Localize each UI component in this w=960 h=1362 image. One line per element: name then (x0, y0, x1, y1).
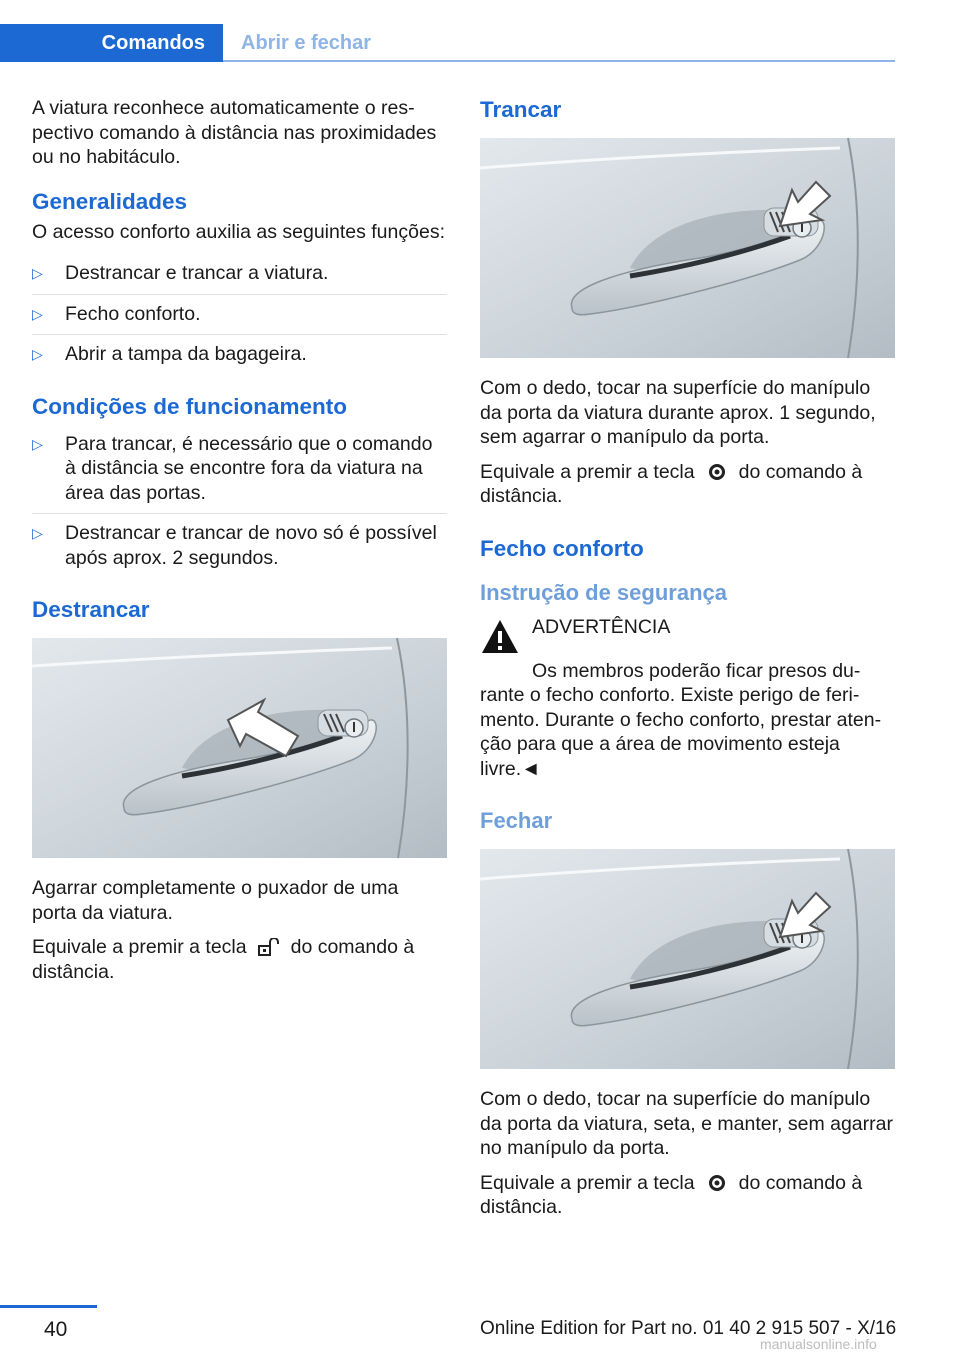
fechar-paragraph-2: Equivale a premir a tecla do comando à distância. (480, 1171, 863, 1218)
generalidades-list (32, 254, 447, 375)
list-item: ▷ Para trancar, é necessário que o comando à distância se encontre fora da viatura na área das portas. (32, 425, 447, 515)
lock-icon (705, 463, 729, 481)
watermark: manualsonline.info (760, 1336, 877, 1352)
tab-comandos[interactable]: Comandos (0, 24, 223, 62)
edition-text: Online Edition for Part no. 01 40 2 915 507 - X/16 (480, 1318, 897, 1339)
heading-generalidades: Generalidades (32, 188, 188, 214)
heading-instrucao-seguranca: Instrução de segurança (480, 579, 727, 605)
condicoes-list (32, 425, 447, 579)
page-number: 40 (44, 1318, 68, 1341)
tab-abrir-e-fechar[interactable]: Abrir e fechar (241, 31, 372, 54)
warning-box (480, 615, 895, 657)
door-handle-close-photo (480, 849, 895, 1069)
list-item: ▷ Fecho conforto. (32, 295, 447, 336)
heading-trancar: Trancar (480, 97, 562, 122)
left-column (32, 96, 447, 994)
lock-icon (705, 1174, 729, 1192)
warning-triangle-icon (480, 617, 520, 657)
destrancar-paragraph-1: Agarrar completamente o puxador de uma porta da viatura. (32, 877, 399, 924)
footer-divider (0, 1305, 97, 1308)
heading-fecho-conforto: Fecho conforto (480, 535, 644, 561)
list-item: ▷ Abrir a tampa da bagageira. (32, 343, 307, 365)
intro-paragraph: A viatura reconhece automaticamente o respectivo comando à distância nas proximidades ou no habitáculo. (32, 97, 437, 168)
warning-label: ADVERTÊNCIA (532, 615, 671, 638)
triangle-right-icon: ▷ (32, 346, 43, 362)
heading-destrancar: Destrancar (32, 597, 150, 622)
triangle-right-icon: ▷ (32, 525, 43, 541)
door-handle-unlock-photo (32, 638, 447, 858)
triangle-right-icon: ▷ (32, 265, 43, 281)
right-column (480, 96, 895, 1230)
heading-fechar: Fechar (480, 808, 553, 833)
list-item: ▷ Destrancar e trancar de novo só é possível após aprox. 2 segundos. (32, 522, 437, 569)
fechar-paragraph-1: Com o dedo, tocar na superfície do manípulo da porta da viatura, seta, e manter, sem agarrar no manípulo da porta. (480, 1088, 893, 1159)
unlock-icon (257, 938, 281, 956)
triangle-right-icon: ▷ (32, 435, 43, 452)
door-handle-lock-photo (480, 138, 895, 358)
generalidades-paragraph: O acesso conforto auxilia as seguintes funções: (32, 220, 445, 243)
chapter-header (0, 24, 895, 62)
warning-paragraph: Os membros poderão ficar presos durante o fecho conforto. Existe perigo de ferimento. Durante o fecho conforto, prestar atenção para que a área de movimento esteja livre.◄ (480, 659, 882, 780)
trancar-paragraph-1: Com o dedo, tocar na superfície do manípulo da porta da viatura durante aprox. 1 segundo, sem agarrar o manípulo da porta. (480, 377, 876, 448)
heading-condicoes: Condições de funcionamento (32, 393, 348, 419)
trancar-paragraph-2: Equivale a premir a tecla do comando à distância. (480, 460, 863, 507)
list-item: ▷ Destrancar e trancar a viatura. (32, 254, 447, 295)
header-divider (223, 60, 895, 62)
triangle-right-icon: ▷ (32, 305, 43, 322)
destrancar-paragraph-2: Equivale a premir a tecla do comando à distância. (32, 936, 415, 983)
